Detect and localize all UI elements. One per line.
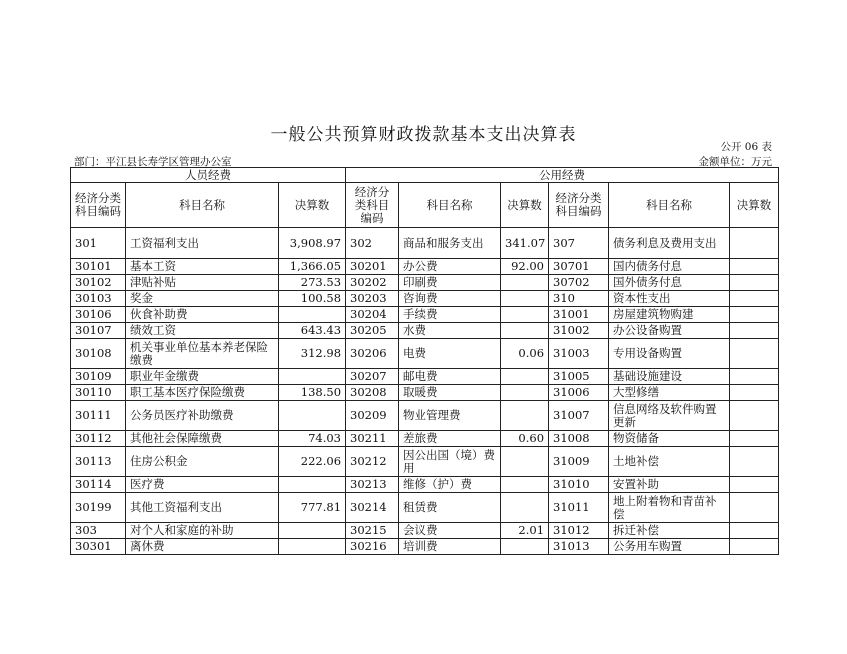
cell-name: 培训费 [399, 539, 501, 555]
cell-name: 物业管理费 [399, 401, 501, 431]
cell-amount: 2.01 [501, 523, 549, 539]
cell-amount: 3,908.97 [279, 228, 346, 259]
form-number: 公开 06 表 [720, 141, 772, 153]
cell-amount [501, 493, 549, 523]
cell-name: 奖金 [126, 291, 279, 307]
cell-amount [730, 259, 779, 275]
cell-amount [501, 369, 549, 385]
cell-amount: 0.60 [501, 431, 549, 447]
cell-code: 30209 [346, 401, 399, 431]
cell-name: 地上附着物和青苗补偿 [609, 493, 730, 523]
cell-amount [730, 493, 779, 523]
cell-name: 拆迁补偿 [609, 523, 730, 539]
cell-amount [730, 291, 779, 307]
table-row [71, 275, 779, 291]
cell-name: 办公设备购置 [609, 323, 730, 339]
cell-amount: 74.03 [279, 431, 346, 447]
cell-amount [730, 385, 779, 401]
cell-code: 30301 [71, 539, 126, 555]
cell-name: 商品和服务支出 [399, 228, 501, 259]
cell-name: 其他社会保障缴费 [126, 431, 279, 447]
cell-amount [501, 401, 549, 431]
cell-name: 伙食补助费 [126, 307, 279, 323]
cell-name: 电费 [399, 339, 501, 369]
cell-name: 物资储备 [609, 431, 730, 447]
cell-name: 差旅费 [399, 431, 501, 447]
cell-code: 30114 [71, 477, 126, 493]
cell-name: 公务用车购置 [609, 539, 730, 555]
cell-code: 30216 [346, 539, 399, 555]
table-row [71, 385, 779, 401]
cell-amount: 312.98 [279, 339, 346, 369]
cell-name: 水费 [399, 323, 501, 339]
table-row [71, 228, 779, 259]
cell-name: 离休费 [126, 539, 279, 555]
cell-amount [730, 523, 779, 539]
cell-code: 31006 [549, 385, 609, 401]
cell-code: 30204 [346, 307, 399, 323]
cell-name: 维修（护）费 [399, 477, 501, 493]
page-title: 一般公共预算财政拨款基本支出决算表 [270, 125, 577, 145]
table-row [71, 477, 779, 493]
cell-code: 30106 [71, 307, 126, 323]
cell-code: 30214 [346, 493, 399, 523]
cell-code: 30110 [71, 385, 126, 401]
table-row [71, 431, 779, 447]
cell-amount [279, 401, 346, 431]
cell-name: 绩效工资 [126, 323, 279, 339]
cell-code: 30701 [549, 259, 609, 275]
cell-code: 31013 [549, 539, 609, 555]
cell-name: 公务员医疗补助缴费 [126, 401, 279, 431]
cell-code: 307 [549, 228, 609, 259]
table-row [71, 291, 779, 307]
cell-code: 31011 [549, 493, 609, 523]
cell-code: 30107 [71, 323, 126, 339]
cell-name: 住房公积金 [126, 447, 279, 477]
cell-code: 30206 [346, 339, 399, 369]
cell-name: 机关事业单位基本养老保险缴费 [126, 339, 279, 369]
cell-amount: 100.58 [279, 291, 346, 307]
cell-code: 30202 [346, 275, 399, 291]
cell-name: 房屋建筑物购建 [609, 307, 730, 323]
cell-code: 31012 [549, 523, 609, 539]
table-row [71, 339, 779, 369]
cell-amount [279, 369, 346, 385]
cell-name: 国外债务付息 [609, 275, 730, 291]
cell-amount [279, 307, 346, 323]
cell-name: 基础设施建设 [609, 369, 730, 385]
table-row [71, 323, 779, 339]
cell-amount [279, 477, 346, 493]
cell-code: 30208 [346, 385, 399, 401]
cell-amount [501, 275, 549, 291]
cell-code: 31002 [549, 323, 609, 339]
section-personnel: 人员经费 [71, 168, 346, 183]
cell-name: 租赁费 [399, 493, 501, 523]
cell-code: 30211 [346, 431, 399, 447]
cell-amount: 643.43 [279, 323, 346, 339]
cell-amount [501, 447, 549, 477]
header-name: 科目名称 [609, 183, 730, 228]
cell-code: 31010 [549, 477, 609, 493]
cell-name: 职工基本医疗保险缴费 [126, 385, 279, 401]
cell-name: 津贴补贴 [126, 275, 279, 291]
cell-name: 邮电费 [399, 369, 501, 385]
column-header-row [71, 183, 779, 228]
cell-amount [730, 477, 779, 493]
cell-amount [730, 228, 779, 259]
cell-name: 债务利息及费用支出 [609, 228, 730, 259]
cell-amount: 1,366.05 [279, 259, 346, 275]
table-row [71, 493, 779, 523]
cell-name: 办公费 [399, 259, 501, 275]
cell-name: 资本性支出 [609, 291, 730, 307]
cell-code: 30213 [346, 477, 399, 493]
cell-code: 30101 [71, 259, 126, 275]
cell-name: 其他工资福利支出 [126, 493, 279, 523]
cell-code: 30203 [346, 291, 399, 307]
table-row [71, 401, 779, 431]
header-amount: 决算数 [501, 183, 549, 228]
cell-name: 土地补偿 [609, 447, 730, 477]
cell-name: 取暖费 [399, 385, 501, 401]
cell-amount: 273.53 [279, 275, 346, 291]
cell-name: 基本工资 [126, 259, 279, 275]
cell-amount [501, 477, 549, 493]
cell-code: 30111 [71, 401, 126, 431]
cell-amount [501, 323, 549, 339]
cell-code: 30109 [71, 369, 126, 385]
cell-name: 因公出国（境）费用 [399, 447, 501, 477]
table-body [71, 228, 779, 555]
cell-name: 安置补助 [609, 477, 730, 493]
table-row [71, 539, 779, 555]
cell-code: 301 [71, 228, 126, 259]
cell-amount [501, 539, 549, 555]
table-row [71, 447, 779, 477]
header-name: 科目名称 [126, 183, 279, 228]
cell-name: 大型修缮 [609, 385, 730, 401]
cell-code: 303 [71, 523, 126, 539]
cell-amount [730, 275, 779, 291]
cell-name: 信息网络及软件购置更新 [609, 401, 730, 431]
cell-amount [501, 307, 549, 323]
cell-amount [730, 339, 779, 369]
cell-name: 工资福利支出 [126, 228, 279, 259]
cell-amount [279, 539, 346, 555]
cell-amount [501, 385, 549, 401]
cell-code: 31005 [549, 369, 609, 385]
cell-name: 印刷费 [399, 275, 501, 291]
cell-name: 咨询费 [399, 291, 501, 307]
unit-label: 金额单位：万元 [698, 156, 772, 168]
cell-code: 30212 [346, 447, 399, 477]
table-row [71, 307, 779, 323]
cell-code: 30199 [71, 493, 126, 523]
cell-code: 31009 [549, 447, 609, 477]
cell-code: 30102 [71, 275, 126, 291]
cell-code: 30205 [346, 323, 399, 339]
cell-name: 对个人和家庭的补助 [126, 523, 279, 539]
header-amount: 决算数 [279, 183, 346, 228]
cell-name: 医疗费 [126, 477, 279, 493]
cell-code: 302 [346, 228, 399, 259]
cell-name: 会议费 [399, 523, 501, 539]
header-name: 科目名称 [399, 183, 501, 228]
cell-code: 30207 [346, 369, 399, 385]
cell-amount [730, 539, 779, 555]
cell-code: 30113 [71, 447, 126, 477]
cell-amount [730, 431, 779, 447]
cell-code: 31007 [549, 401, 609, 431]
cell-code: 30108 [71, 339, 126, 369]
cell-code: 30215 [346, 523, 399, 539]
cell-code: 31001 [549, 307, 609, 323]
cell-amount: 92.00 [501, 259, 549, 275]
table-row [71, 369, 779, 385]
cell-amount [730, 401, 779, 431]
cell-code: 30702 [549, 275, 609, 291]
cell-name: 手续费 [399, 307, 501, 323]
section-header-row [71, 168, 779, 183]
cell-code: 30201 [346, 259, 399, 275]
cell-amount: 0.06 [501, 339, 549, 369]
budget-table [70, 167, 779, 555]
header-code: 经济分类科目编码 [346, 183, 399, 228]
cell-amount [279, 523, 346, 539]
header-code: 经济分类科目编码 [71, 183, 126, 228]
cell-amount: 777.81 [279, 493, 346, 523]
header-code: 经济分类科目编码 [549, 183, 609, 228]
cell-amount: 222.06 [279, 447, 346, 477]
cell-code: 30112 [71, 431, 126, 447]
section-public: 公用经费 [346, 168, 779, 183]
cell-code: 310 [549, 291, 609, 307]
table-row [71, 259, 779, 275]
cell-code: 31003 [549, 339, 609, 369]
cell-amount [730, 369, 779, 385]
cell-amount: 138.50 [279, 385, 346, 401]
cell-amount: 341.07 [501, 228, 549, 259]
table-row [71, 523, 779, 539]
cell-amount [730, 323, 779, 339]
cell-name: 职业年金缴费 [126, 369, 279, 385]
department-label: 部门：平江县长寿学区管理办公室 [74, 156, 232, 168]
cell-amount [730, 447, 779, 477]
cell-amount [501, 291, 549, 307]
cell-name: 国内债务付息 [609, 259, 730, 275]
cell-amount [730, 307, 779, 323]
header-amount: 决算数 [730, 183, 779, 228]
cell-code: 31008 [549, 431, 609, 447]
cell-code: 30103 [71, 291, 126, 307]
cell-name: 专用设备购置 [609, 339, 730, 369]
